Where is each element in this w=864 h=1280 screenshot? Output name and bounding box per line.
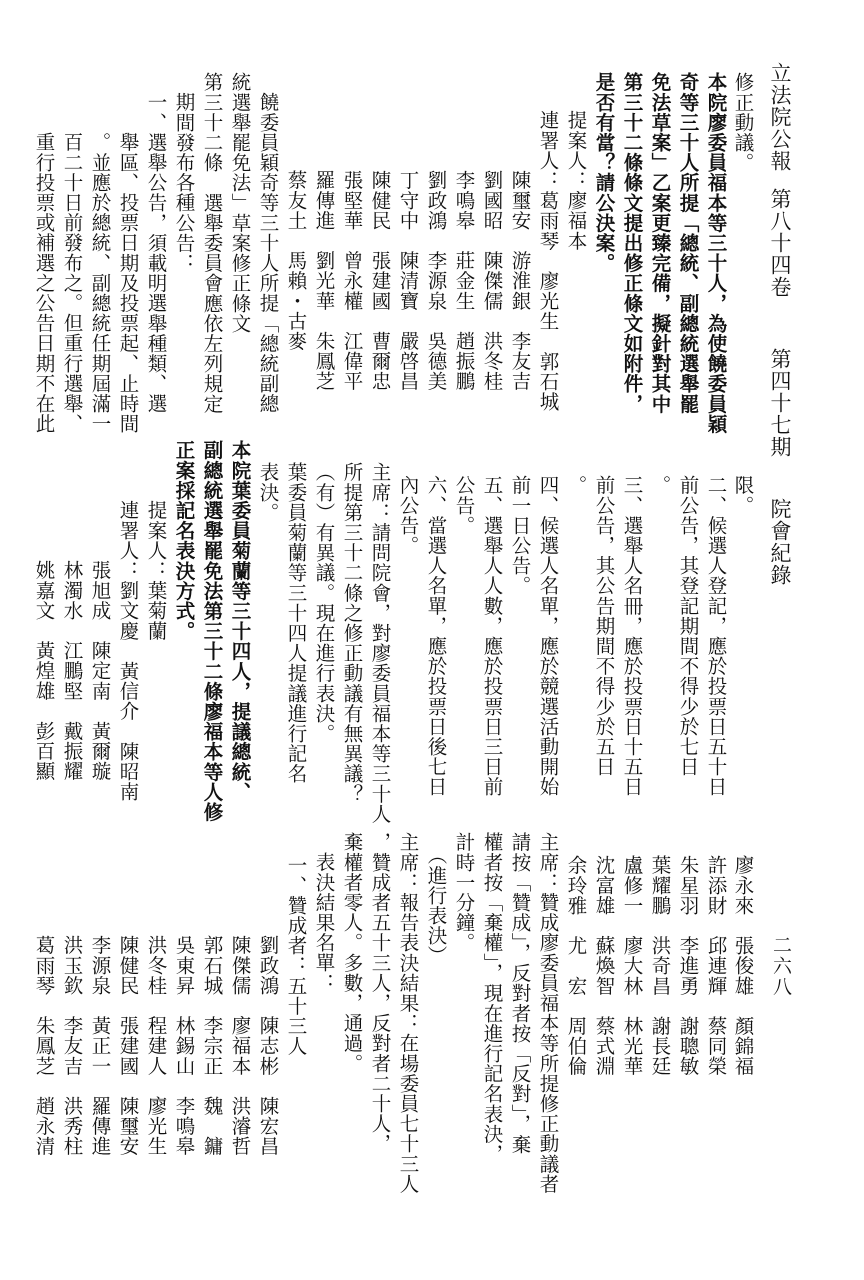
name-row: 李鳴皋 莊金生 趙振鵬	[452, 170, 476, 392]
name-row: 余玲雅 尤 宏 周伯倫	[564, 855, 588, 1077]
name-row: 丁守中 陳清寶 嚴啓昌	[396, 170, 420, 392]
cosigner-line: 連署人：劉文慶 黃信介 陳昭南	[116, 500, 140, 802]
name-row: 洪冬桂 程建人 廖光生	[144, 935, 168, 1157]
motion-title-line: 是否有當？請公決案。	[592, 72, 616, 273]
name-row: 陳璽安 游淮銀 李友吉	[508, 170, 532, 392]
name-row: 沈富雄 蘇煥智 蔡式淵	[592, 855, 616, 1077]
text-column: 四、候選人名單，應於競選活動開始	[536, 475, 560, 797]
name-row: 姚嘉文 黃煌雄 彭百顯	[32, 560, 56, 782]
name-row: 李源泉 黃正一 羅傳進	[88, 935, 112, 1157]
text-column: 饒委員穎奇等三十人所提「總統副總	[256, 92, 280, 414]
text-column: 。	[564, 475, 588, 496]
name-row: 劉政鴻 李源泉 吳德美	[424, 170, 448, 392]
cosigner-line: 連署人：葛雨琴 廖光生 郭石城	[536, 110, 560, 412]
motion-title-line: 本院葉委員菊蘭等三十四人，提議總統、	[228, 440, 252, 802]
text-column: 修正動議。	[731, 72, 755, 173]
text-column: 三、選舉人名冊，應於投票日十五日	[620, 475, 644, 797]
name-row: 蔡友土 馬賴・古麥	[284, 170, 308, 351]
vote-result-line: 棄權者零人。多數，通過。	[340, 832, 364, 1074]
chairman-speech: 主席：請問院會，對廖委員福本等三十人	[368, 462, 392, 824]
motion-title-line: 免法草案」乙案更臻完備，擬針對其中	[648, 72, 672, 414]
chairman-speech: 主席：贊成廖委員福本等所提修正動議者	[536, 832, 560, 1194]
name-row: 葉耀鵬 洪奇昌 謝長廷	[648, 855, 672, 1077]
issue-label: 第四十七期	[768, 348, 792, 458]
name-row: 洪玉欽 李友吉 洪秀柱	[60, 935, 84, 1157]
result-list-heading: 表決結果名單：	[312, 852, 336, 993]
text-column: 統選舉罷免法」草案修正條文	[228, 72, 252, 334]
text-column: 所提第三十二條之修正動議有無異議？	[340, 462, 364, 804]
section-label: 院會紀錄	[768, 498, 792, 586]
name-row: 盧修一 廖大林 林光華	[620, 855, 644, 1077]
motion-title-line: 正案採記名表決方式。	[172, 440, 196, 641]
name-row: 葛雨琴 朱鳳芝 趙永清	[32, 935, 56, 1157]
text-column: 重行投票或補選之公告日期不在此	[32, 132, 56, 434]
text-column: 葉委員菊蘭等三十四人提議進行記名	[284, 462, 308, 784]
name-row: 許添財 邱連輝 蔡同榮	[704, 855, 728, 1077]
text-column: 請按「贊成」，反對者按「反對」，棄	[508, 832, 532, 1155]
text-column: 。並應於總統、副總統任期屆滿一	[88, 132, 112, 434]
motion-title-line: 第三十二條條文提出修正條文如附件，	[620, 72, 644, 414]
text-column: （有）有異議。現在進行表決。	[312, 462, 336, 744]
text-column: 權者按「棄權」，現在進行記名表決，	[480, 832, 504, 1164]
name-row: 張旭成 陳定南 黃爾璇	[88, 560, 112, 782]
name-row: 劉政鴻 陳志彬 陳宏昌	[256, 935, 280, 1157]
name-row: 吳東昇 林錫山 李鳴皋	[172, 935, 196, 1157]
text-column: 前一日公告。	[508, 475, 532, 596]
proposer-line: 提案人：廖福本	[564, 110, 588, 251]
text-column: 舉區、投票日期及投票起、止時間	[116, 132, 140, 434]
text-column: 計時一分鐘。	[452, 832, 476, 953]
name-row: 陳健民 張建國 陳璽安	[116, 935, 140, 1157]
publication-title: 立法院公報	[768, 62, 792, 172]
vote-result-line: ，贊成者五十三人，反對者二十人，	[368, 832, 392, 1154]
chairman-speech: 主席：報告表決結果：在場委員七十三人	[396, 832, 420, 1194]
text-column: 六、當選人名單，應於投票日後七日	[424, 475, 448, 797]
text-column: 二、候選人登記，應於投票日五十日	[704, 475, 728, 797]
text-column: 期間發布各種公告：	[172, 92, 196, 273]
text-column: 限。	[731, 475, 755, 516]
name-row: 郭石城 李宗正 魏 鏞	[200, 935, 224, 1157]
text-column: 百二十日前發布之。但重行選舉、	[60, 132, 84, 434]
name-row: 羅傳進 劉光華 朱鳳芝	[312, 170, 336, 392]
approve-count: 一、贊成者：五十三人	[284, 855, 308, 1056]
name-row: 林濁水 江鵬堅 戴振耀	[60, 560, 84, 782]
name-row: 廖永來 張俊雄 顏錦福	[731, 855, 755, 1077]
proposer-line: 提案人：葉菊蘭	[144, 500, 168, 641]
name-row: 朱星羽 李進勇 謝聰敏	[676, 855, 700, 1077]
page-number: 二六八	[770, 935, 792, 998]
motion-title-line: 副總統選舉罷免法第三十二條廖福本等人修	[200, 440, 224, 822]
text-column: 五、選舉人人數，應於投票日三日前	[480, 475, 504, 797]
text-column: 前公告，其登記期間不得少於七日	[676, 475, 700, 777]
name-row: 陳健民 張建國 曹爾忠	[368, 170, 392, 392]
motion-title-line: 本院廖委員福本等三十人，為使饒委員穎	[704, 72, 728, 434]
article-heading: 第三十二條 選舉委員會應依左列規定	[200, 72, 224, 414]
text-column: 表決。	[256, 462, 280, 523]
text-column: 內公告。	[396, 475, 420, 556]
name-row: 劉國昭 陳傑儒 洪冬桂	[480, 170, 504, 392]
name-row: 張堅華 曾永權 江偉平	[340, 170, 364, 392]
motion-title-line: 奇等三十人所提「總統、副總統選舉罷	[676, 72, 700, 414]
text-column: 一、選舉公告，須載明選舉種類、選	[144, 92, 168, 414]
text-column: 前公告，其公告期間不得少於五日	[592, 475, 616, 777]
text-column: 公告。	[452, 475, 476, 536]
voting-notice: （進行表決）	[424, 845, 448, 966]
text-column: 。	[648, 475, 672, 496]
volume-label: 第八十四卷	[768, 188, 792, 298]
name-row: 陳傑儒 廖福本 洪濬哲	[228, 935, 252, 1157]
